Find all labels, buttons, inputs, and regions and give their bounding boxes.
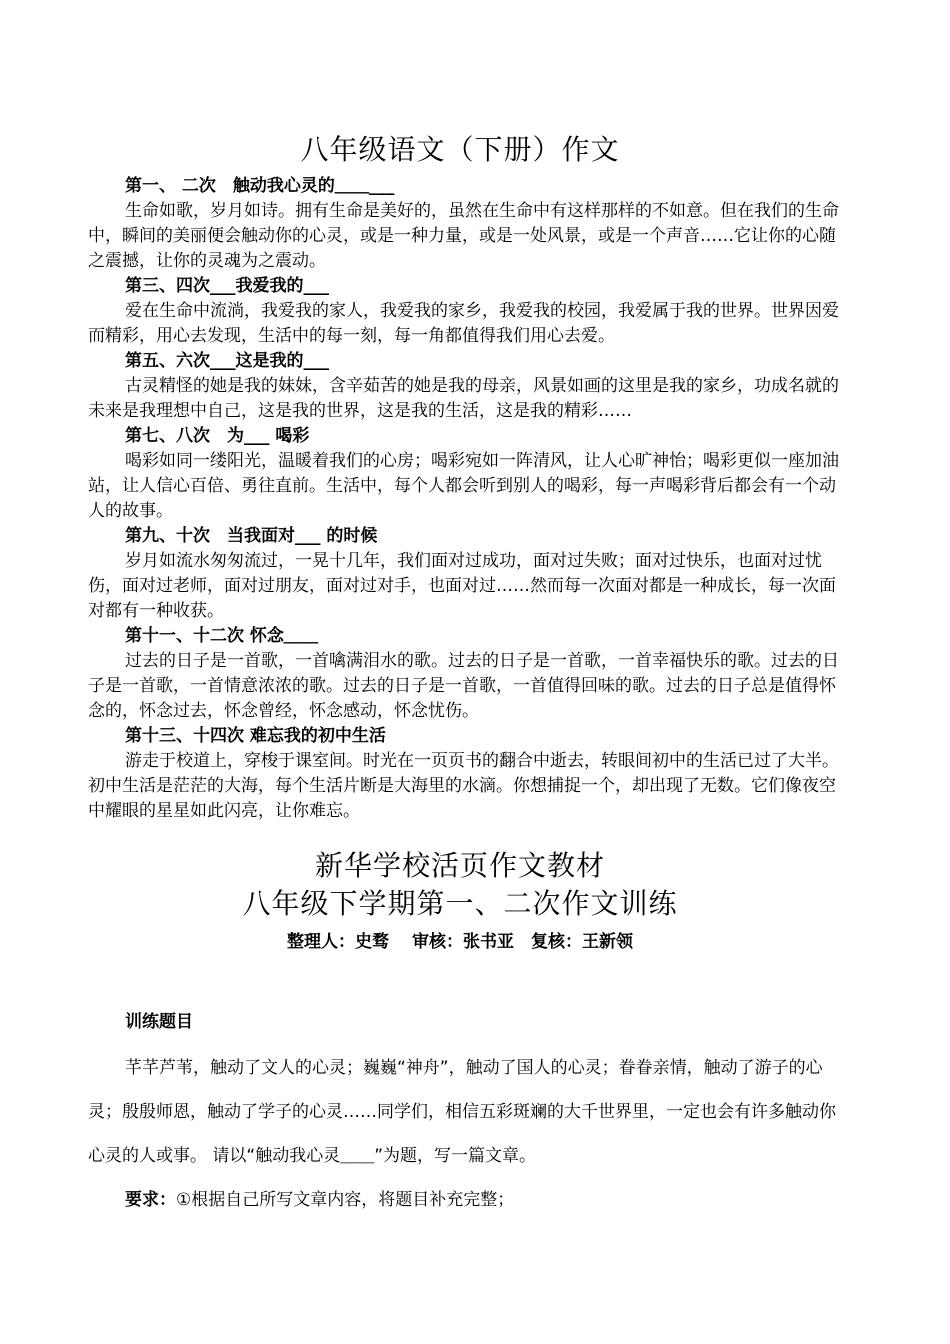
credits-line: 整理人：史骛 审核：张书亚 复核：王新领 — [287, 932, 633, 952]
section-text: 过去的日子是一首歌，一首噙满泪水的歌。过去的日子是一首歌，一首幸福快乐的歌。过去的日子是一首歌，一首情意浓浓的歌。过去的日子是一首歌，一首值得回味的歌。过去的日子总是值得怀念的，怀念过去，怀念曾经，怀念感动，怀念忧伤。 — [88, 651, 839, 721]
section-2 — [88, 274, 848, 349]
requirement-text: ①根据自己所写文章内容，将题目补充完整； — [176, 1190, 515, 1210]
textbook-title: 新华学校活页作文教材 — [314, 849, 605, 882]
section-heading: 第九、十次 当我面对___ 的时候 — [125, 526, 378, 546]
section-heading: 第五、六次___这是我的___ — [125, 351, 329, 371]
section-text: 爱在生命中流淌，我爱我的家人，我爱我的家乡，我爱我的校园，我爱属于我的世界。世界因爱而精彩，用心去发现，生活中的每一刻，每一角都值得我们用心去爱。 — [88, 301, 839, 346]
training-label: 训练题目 — [125, 1012, 193, 1032]
section-heading: 第三、四次___我爱我的___ — [125, 276, 329, 296]
requirement-line — [88, 1178, 848, 1222]
training-session-title: 八年级下学期第一、二次作文训练 — [242, 887, 678, 920]
section-heading: 第七、八次 为___ 喝彩 — [125, 426, 310, 446]
section-3 — [88, 349, 848, 424]
section-list — [88, 174, 848, 824]
requirement-label: 要求： — [125, 1190, 176, 1210]
section-heading: 第一、 二次 触动我心灵的＿＿___ — [125, 176, 395, 196]
section-text: 古灵精怪的她是我的妹妹，含辛茹苦的她是我的母亲，风景如画的这里是我的家乡，功成名就的未来是我理想中自己，这是我的世界，这是我的生活，这是我的精彩…… — [88, 376, 839, 421]
section-heading: 第十三、十四次 难忘我的初中生活 — [125, 726, 386, 746]
section-text: 岁月如流水匆匆流过，一晃十几年，我们面对过成功，面对过失败；面对过快乐，也面对过忧伤，面对过老师，面对过朋友，面对过对手，也面对过……然而每一次面对都是一种成长，每一次面对都有一种收获。 — [88, 551, 836, 621]
section-text: 生命如歌，岁月如诗。拥有生命是美好的，虽然在生命中有这样那样的不如意。但在我们的生命中，瞬间的美丽便会触动你的心灵，或是一种力量，或是一处风景，或是一个声音……它让你的心随之震撼，让你的灵魂为之震动。 — [88, 201, 839, 271]
training-section — [88, 1008, 848, 1222]
section-text: 喝彩如同一缕阳光，温暖着我们的心房；喝彩宛如一阵清风，让人心旷神怡；喝彩更似一座加油站，让人信心百倍、勇往直前。生活中，每个人都会听到别人的喝彩，每一声喝彩背后都会有一个动人的故事。 — [88, 451, 839, 521]
section-heading: 第十一、十二次 怀念＿＿ — [125, 626, 318, 646]
section-4 — [88, 424, 848, 524]
page-title: 八年级语文（下册）作文 — [300, 133, 620, 166]
section-6 — [88, 624, 848, 724]
section-text: 游走于校道上，穿梭于课室间。时光在一页页书的翻合中逝去，转眼间初中的生活已过了大半。初中生活是茫茫的大海，每个生活片断是大海里的水滴。你想捕捉一个，却出现了无数。它们像夜空中耀眼的星星如此闪亮，让你难忘。 — [88, 751, 839, 821]
section-1 — [88, 174, 848, 274]
section-5 — [88, 524, 848, 624]
training-paragraph: 芊芊芦苇，触动了文人的心灵；巍巍“神舟”，触动了国人的心灵；眷眷亲情，触动了游子的心灵；殷殷师恩，触动了学子的心灵……同学们，相信五彩斑斓的大千世界里，一定也会有许多触动你心灵的人或事。 请以“触动我心灵＿＿”为题，写一篇文章。 — [88, 1058, 836, 1166]
section-7 — [88, 724, 848, 824]
